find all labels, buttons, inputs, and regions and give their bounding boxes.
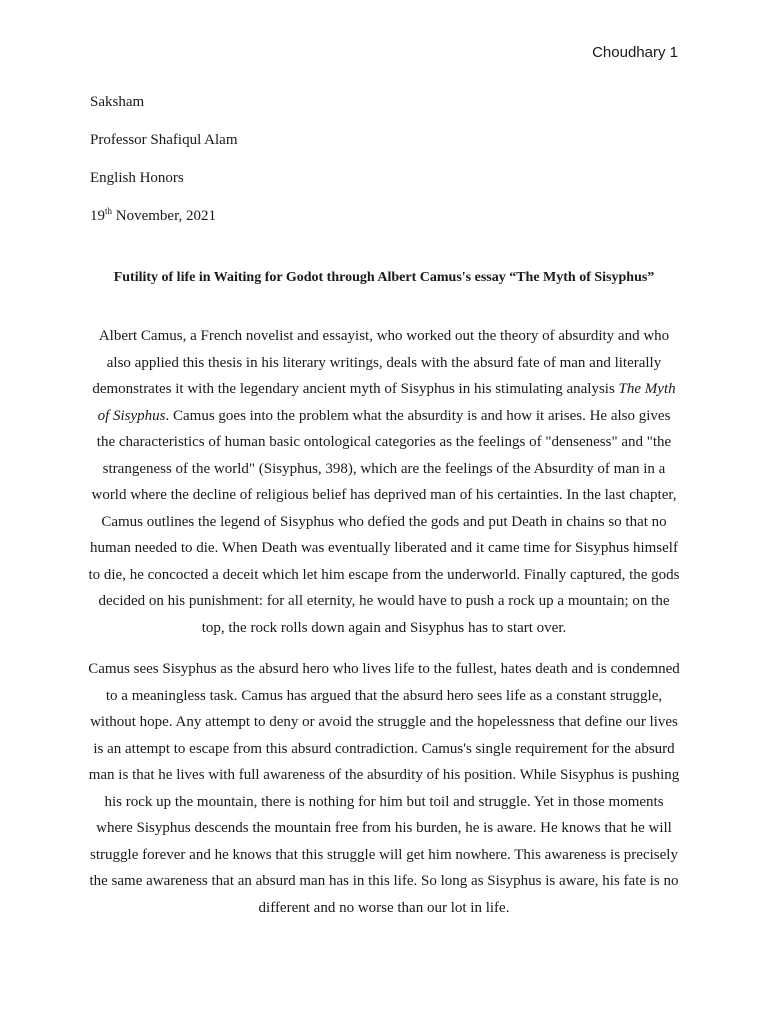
paragraph-1-text-a: Albert Camus, a French novelist and essayist, who worked out the theory of absurdity and who also applied this thesis in his literary writings, deals with the absurd fate of man and literally demonstrates it with the legendary ancient myth of Sisyphus in his stimulating analysis <box>92 328 670 397</box>
course-name: English Honors <box>90 170 184 186</box>
professor-name: Professor Shafiqul Alam <box>90 132 238 148</box>
paragraph-1 <box>88 323 680 641</box>
date-month-year: November, 2021 <box>112 208 216 224</box>
paragraph-1-italic-title: The Myth of Sisyphus <box>97 381 676 424</box>
heading-block <box>90 92 238 244</box>
date-suffix: th <box>105 206 113 216</box>
paragraph-2 <box>88 656 680 921</box>
running-header: Choudhary 1 <box>592 44 678 61</box>
date-day: 19 <box>90 208 105 224</box>
student-name: Saksham <box>90 94 145 110</box>
date-line <box>90 206 238 244</box>
paragraph-1-text-b: . Camus goes into the problem what the absurdity is and how it arises. He also gives the characteristics of human basic ontological categories as the feelings of "denseness" and "the strangeness of the world" (Sisyphus, 398), which are the feelings of the Absurdity of man in a world where the decline of religious belief has deprived man of his certainties. In the last chapter, Camus outlines the legend of Sisyphus who defied the gods and put Death in chains so that no human needed to die. When Death was eventually liberated and it came time for Sisyphus himself to die, he concocted a deceit which let him escape from the underworld. Finally captured, the gods decided on his punishment: for all eternity, he would have to push a rock up a mountain; on the top, the rock rolls down again and Sisyphus has to start over. <box>88 407 680 636</box>
essay-title: Futility of life in Waiting for Godot through Albert Camus's essay “The Myth of Sisyphus” <box>113 270 655 285</box>
paragraph-2-text: Camus sees Sisyphus as the absurd hero who lives life to the fullest, hates death and is condemned to a meaningless task. Camus has argued that the absurd hero sees life as a constant struggle, without hope. Any attempt to deny or avoid the struggle and the hopelessness that define our lives is an attempt to escape from this absurd contradiction. Camus's single requirement for the absurd man is that he lives with full awareness of the absurdity of his position. While Sisyphus is pushing his rock up the mountain, there is nothing for him but toil and struggle. Yet in those moments where Sisyphus descends the mountain free from his burden, he is aware. He knows that he will struggle forever and he knows that this struggle will get him nowhere. This awareness is precisely the same awareness that an absurd man has in this life. So long as Sisyphus is aware, his fate is no different and no worse than our lot in life. <box>88 661 680 916</box>
